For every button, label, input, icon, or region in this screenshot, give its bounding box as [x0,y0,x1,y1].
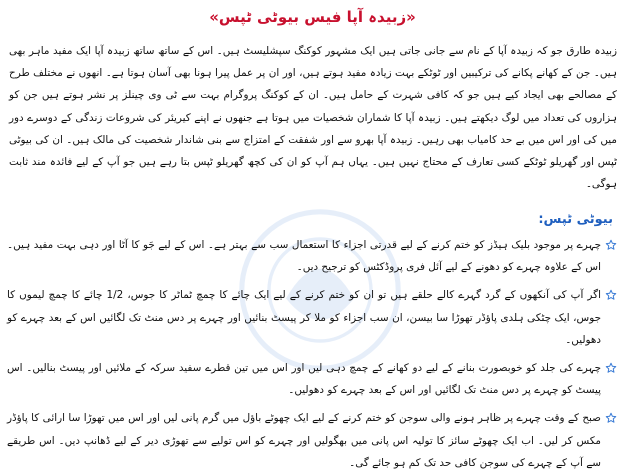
intro-paragraph: زبیدہ طارق جو کہ زبیدہ آپا کے نام سے جانی جاتی ہیں ایک مشہور کوکنگ سپشلیسٹ ہیں۔ اس کے ساتھ ساتھ زبیدہ آپا ایک مفید ماہر بھی ہیں۔ جن کے کھانے پکانے کی ترکیبیں اور ٹوٹکے بہت زیادہ مفید ہوتے ہیں، اور ان پر عمل پیرا ہونا بھی آسان ہوتا ہے۔ انھوں نے مختلف طرح کے مصالحے بھی ایجاد کیے ہیں جو کہ کافی شہرت کے حامل ہیں۔ ان کے کوکنگ پروگرام بہت سے ٹی وی چینلز پر نشر ہوتے ہیں جن کو ہزاروں کی تعداد میں لوگ دیکھتے ہیں۔ زبیدہ آپا کا شماران شخصیات میں ہوتا ہے جنھوں نے اپنے کیریئر کی شروعات زندگی کے دوسرے دور میں کی اور اس میں بے حد کامیاب بھی رہیں۔ زبیدہ آپا بھرو سے اور شفقت کے امتزاج سے بنی شاندار شخصیت کی مالک ہیں۔ ان کی بیوٹی ٹپس اور گھریلو ٹوٹکے کسی تعارف کے محتاج نہیں ہیں۔ یہاں ہم آپ کو ان کی کچھ گھریلو ٹپس بتا رہے ہیں جو آپ کے لیے فائدہ مند ثابت ہوگی۔ [9,45,617,191]
tips-list [7,234,619,472]
tip-text: صبح کے وقت چہرے پر ظاہر ہونے والی سوجن کو ختم کرنے کے لیے ایک چھوٹے باؤل میں گرم پانی لیں اور اس میں تھوڑا سا ارائی کا پاؤڈر مکس کر لیں۔ اب ایک چھوٹے سائز کا تولیہ اس پانی میں بھگولیں اور چہرے کو اس تولیے سے تھوڑی دیر کے لیے ڈھانپ دیں۔ اس طریقے سے آپ کے چہرے کی سوجن کافی حد تک کم ہو جائے گی۔ [7,412,601,469]
star-outline-icon [605,289,617,301]
tip-item-4 [7,407,619,472]
star-outline-icon [605,362,617,374]
tip-text: اگر آپ کی آنکھوں کے گرد گہرے کالے حلقے ہیں تو ان کو ختم کرنے کے لیے ایک چائے کا چمچ ٹماٹر کا جوس، 1/2 چائے کا چمچ لیموں کا جوس، ایک چٹکی ہلدی پاؤڈر تھوڑا سا بیسن، ان سب اجزاء کو ملا کر پیسٹ بنائیں اور چہرے پر دس منٹ تک لگائیں اس کے بعد چہرے کو دھولیں۔ [7,289,601,346]
page-title: «زبیدہ آپا فیس بیوٹی ٹپس» [209,8,416,26]
tip-text: چہرے پر موجود بلیک ہیڈز کو ختم کرنے کے لیے قدرتی اجزاء کا استعمال سب سے بہتر ہے۔ اس کے لیے جَو کا آٹا اور دہی بہت مفید ہیں۔ اس کے علاوہ چہرے کو دھونے کے لیے آئل فری پروڈکٹس کو ترجیح دیں۔ [7,239,601,274]
tip-item-2 [7,284,619,351]
star-outline-icon [605,412,617,424]
beauty-tips-heading: بیوٹی ٹپس: [538,212,613,227]
tip-item-1 [7,234,619,278]
tip-text: چہرے کی جلد کو خوبصورت بنانے کے لیے دو کھانے کے چمچ دہی لیں اور اس میں تین قطرے سفید سرکہ کے ملائیں اور پیسٹ بنالیں۔ اس پیسٹ کو چہرے پر دس منٹ تک لگائیں اور اس کے بعد چہرے کو دھولیں۔ [7,362,601,397]
tip-item-3 [7,357,619,401]
star-outline-icon [605,239,617,251]
